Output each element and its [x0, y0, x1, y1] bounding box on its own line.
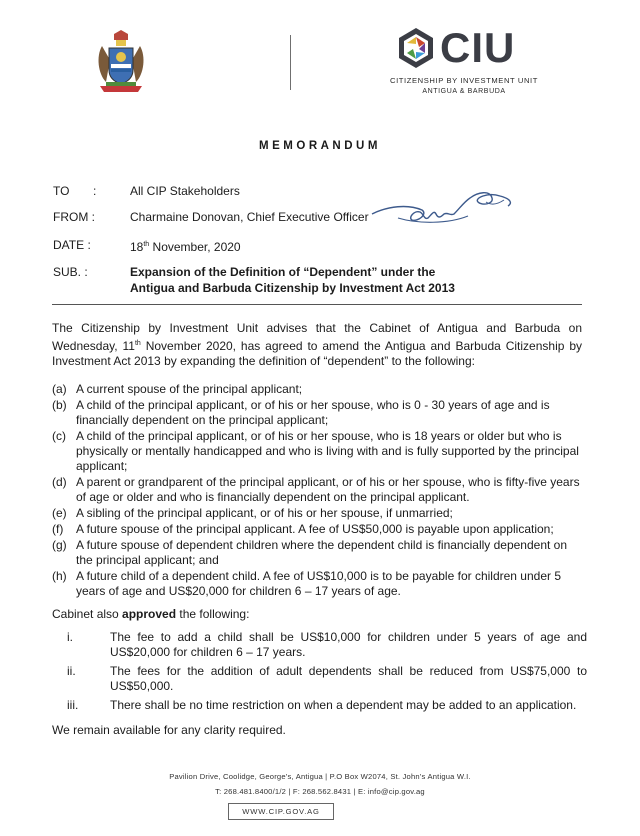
- footer-address: Pavilion Drive, Coolidge, George’s, Antigua | P.O Box W2074, St. John’s Antigua W.I.: [169, 772, 471, 781]
- from-label: FROM :: [53, 210, 95, 224]
- list-item: [52, 429, 587, 474]
- date-value: [130, 237, 590, 255]
- list-item: [52, 698, 587, 713]
- cabinet-bold: approved: [122, 607, 177, 621]
- list-item: [52, 630, 587, 660]
- list-marker: (e): [52, 506, 67, 520]
- cabinet-text-1: Cabinet also: [52, 607, 123, 621]
- signature-icon: [368, 184, 528, 234]
- list-marker: (g): [52, 538, 67, 552]
- list-item: [52, 569, 587, 599]
- header-divider: [290, 35, 291, 90]
- list-text: The fees for the addition of adult dependents shall be reduced from US$75,000 to US$50,000.: [110, 664, 587, 693]
- list-text: A future spouse of dependent children where the dependent child is financially dependent on the principal applicant; and: [76, 538, 568, 567]
- subject-label: SUB. :: [53, 265, 88, 279]
- date-month-year: November, 2020: [149, 240, 241, 254]
- list-text: A child of the principal applicant, or of his or her spouse, who is 18 years or older but who is physically or mentally handicapped and who is living with and is fully supported by the principal applicant;: [76, 429, 579, 473]
- list-marker: (c): [52, 429, 66, 443]
- list-text: A child of the principal applicant, or of his or her spouse, who is 0 - 30 years of age and is financially dependent on the principal applicant;: [76, 398, 550, 427]
- list-marker: (b): [52, 398, 67, 412]
- logo-country: ANTIGUA & BARBUDA: [422, 88, 506, 95]
- date-day-suffix: th: [143, 241, 150, 248]
- list-item: [52, 506, 587, 521]
- cabinet-text-2: the following:: [176, 607, 250, 621]
- list-item: [52, 522, 587, 537]
- cabinet-paragraph: [52, 607, 582, 622]
- intro-paragraph: [52, 321, 582, 369]
- list-text: There shall be no time restriction on when a dependent may be added to an application.: [110, 698, 577, 712]
- list-item: [52, 398, 587, 428]
- logo-subtitle: CITIZENSHIP BY INVESTMENT UNIT: [390, 76, 538, 85]
- closing-paragraph: We remain available for any clarity required.: [52, 723, 286, 737]
- list-text: A parent or grandparent of the principal applicant, or of his or her spouse, who is fifty-five years of age or older and who is financially dependent on the principal applicant.: [76, 475, 580, 504]
- date-day: 18: [130, 240, 144, 254]
- list-text: A current spouse of the principal applicant;: [76, 382, 303, 396]
- list-item: [52, 664, 587, 694]
- list-marker: (a): [52, 382, 67, 396]
- list-marker: (f): [52, 522, 64, 536]
- footer-contact: T: 268.481.8400/1/2 | F: 268.562.8431 | E: info@cip.gov.ag: [215, 787, 425, 796]
- list-item: [52, 538, 587, 568]
- to-colon: :: [93, 184, 97, 198]
- list-marker: iii.: [67, 698, 79, 712]
- memo-title: MEMORANDUM: [259, 140, 381, 152]
- list-marker: (h): [52, 569, 67, 583]
- logo-wordmark: CIU: [440, 24, 516, 71]
- coat-of-arms-icon: [92, 30, 150, 96]
- definitions-list: [52, 382, 587, 600]
- list-marker: ii.: [67, 664, 76, 678]
- list-marker: i.: [67, 630, 73, 644]
- to-value: All CIP Stakeholders: [130, 184, 240, 198]
- intro-text-1: The Citizenship by Investment Unit advises that the Cabinet of Antigua and Barbuda on Wednesday, 11: [52, 321, 582, 353]
- list-text: A sibling of the principal applicant, or of his or her spouse, if unmarried;: [76, 506, 453, 520]
- header-rule: [52, 304, 582, 305]
- list-text: A future spouse of the principal applicant. A fee of US$50,000 is payable upon application;: [76, 522, 554, 536]
- subject-line-2: Antigua and Barbuda Citizenship by Investment Act 2013: [130, 281, 455, 295]
- subject-value: [130, 264, 590, 296]
- intro-text-2: November 2020, has agreed to amend the Antigua and Barbuda Citizenship by Investment Act 2013 by expanding the definition of “dependent” to the following:: [52, 339, 583, 368]
- list-text: A future child of a dependent child. A fee of US$10,000 is to be payable for children under 5 years of age and US$20,000 for children 6 – 17 years of age.: [76, 569, 562, 598]
- from-value: Charmaine Donovan, Chief Executive Officer: [130, 210, 369, 224]
- list-text: The fee to add a child shall be US$10,000 for children under 5 years of age and US$20,000 for children 6 – 17 years.: [110, 630, 587, 659]
- footer-website: WWW.CIP.GOV.AG: [228, 803, 334, 820]
- to-label: TO: [53, 184, 70, 198]
- intro-day-suffix: th: [134, 340, 141, 347]
- list-item: [52, 382, 587, 397]
- date-label: DATE :: [53, 238, 91, 252]
- subject-line-1: Expansion of the Definition of “Dependent” under the: [130, 265, 436, 279]
- list-item: [52, 475, 587, 505]
- approvals-list: [52, 630, 587, 717]
- list-marker: (d): [52, 475, 67, 489]
